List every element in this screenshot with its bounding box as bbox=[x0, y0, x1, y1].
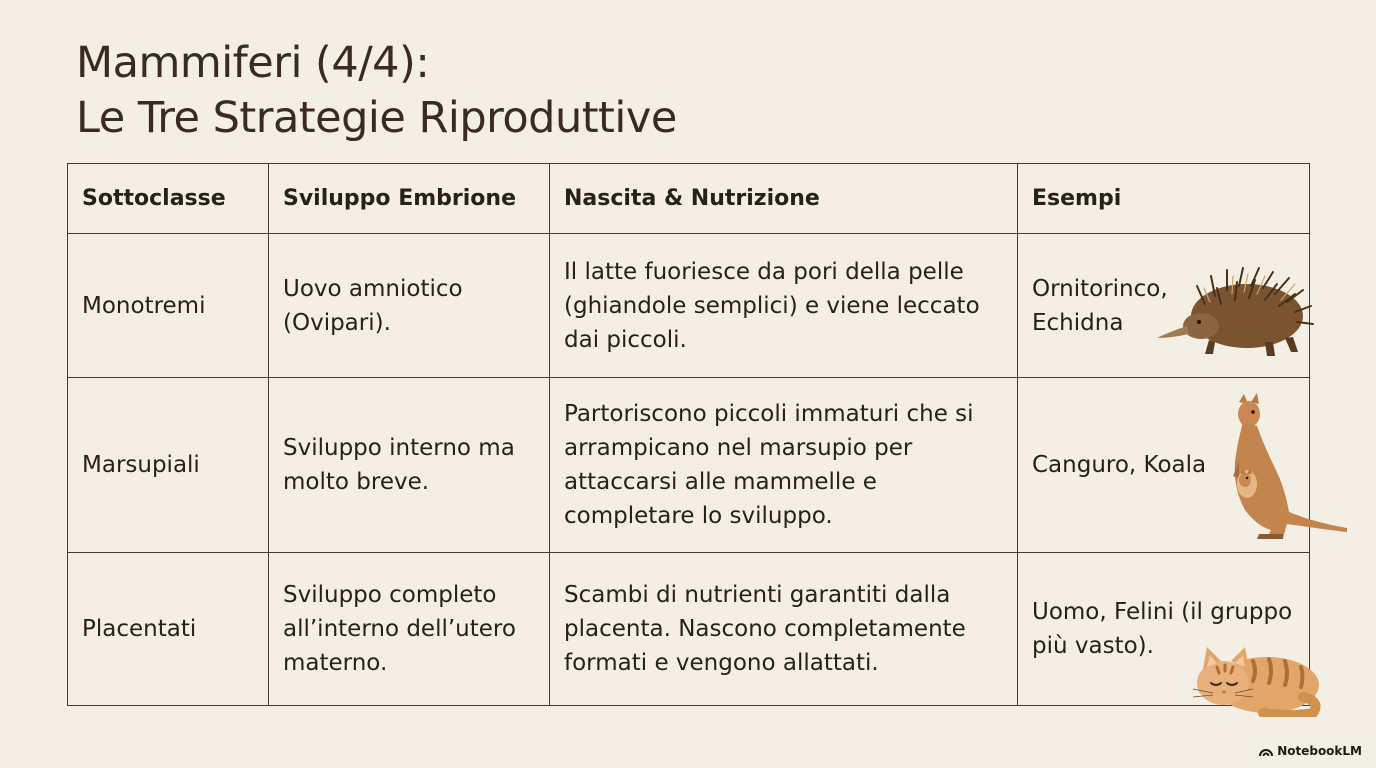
cell-sottoclasse: Monotremi bbox=[68, 234, 269, 378]
brand-watermark bbox=[1259, 744, 1362, 758]
cell-esempi bbox=[1018, 234, 1310, 378]
table-row bbox=[68, 378, 1310, 553]
header-nascita: Nascita & Nutrizione bbox=[550, 164, 1018, 234]
esempi-text: Canguro, Koala bbox=[1032, 452, 1207, 478]
table-row bbox=[68, 234, 1310, 378]
cell-sviluppo: Sviluppo interno ma molto breve. bbox=[269, 378, 550, 553]
esempi-text: Ornitorinco, Echidna bbox=[1032, 275, 1168, 336]
header-sviluppo: Sviluppo Embrione bbox=[269, 164, 550, 234]
cell-sviluppo: Uovo amniotico (Ovipari). bbox=[269, 234, 550, 378]
cell-nascita: Il latte fuoriesce da pori della pelle (ghiandole semplici) e viene leccato dai piccoli. bbox=[550, 234, 1018, 378]
table-header-row bbox=[68, 164, 1310, 234]
header-esempi: Esempi bbox=[1018, 164, 1310, 234]
title-line-2: Le Tre Strategie Riproduttive bbox=[76, 93, 677, 143]
cell-sottoclasse: Placentati bbox=[68, 553, 269, 706]
slide-title bbox=[76, 36, 677, 146]
cell-esempi bbox=[1018, 378, 1310, 553]
table-row bbox=[68, 553, 1310, 706]
header-sottoclasse: Sottoclasse bbox=[68, 164, 269, 234]
esempi-text: Uomo, Felini (il gruppo più vasto). bbox=[1032, 599, 1293, 659]
title-line-1: Mammiferi (4/4): bbox=[76, 38, 430, 88]
cell-nascita: Partoriscono piccoli immaturi che si arrampicano nel marsupio per attaccarsi alle mammelle e completare lo sviluppo. bbox=[550, 378, 1018, 553]
brand-label: NotebookLM bbox=[1277, 744, 1362, 758]
cell-sviluppo: Sviluppo completo all’interno dell’utero materno. bbox=[269, 553, 550, 706]
reproduction-table bbox=[67, 163, 1310, 706]
notebooklm-logo-icon bbox=[1259, 745, 1273, 757]
cell-nascita: Scambi di nutrienti garantiti dalla placenta. Nascono completamente formati e vengono allattati. bbox=[550, 553, 1018, 706]
cell-esempi bbox=[1018, 553, 1310, 706]
cell-sottoclasse: Marsupiali bbox=[68, 378, 269, 553]
